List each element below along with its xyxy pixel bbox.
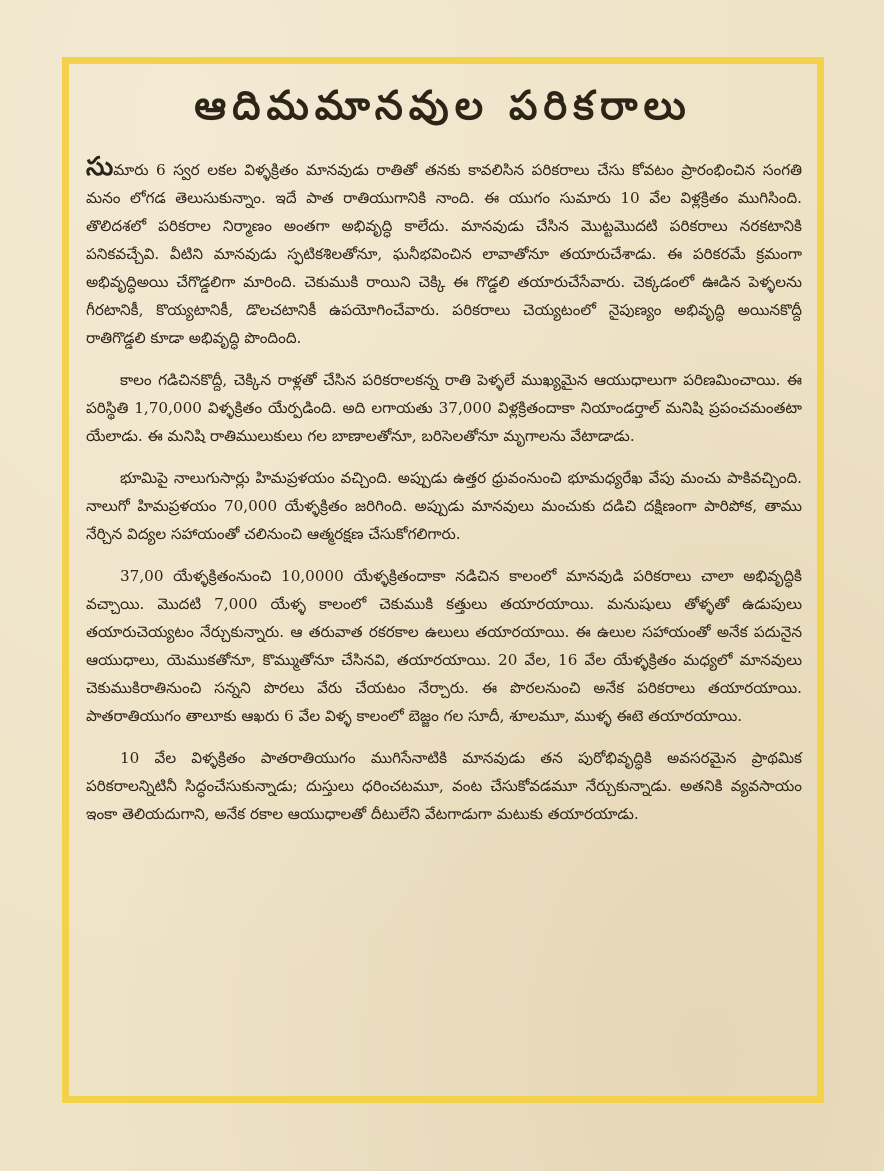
paragraph-text: మారు 6 స్వర లకల విళ్ళక్రితం మానవుడు రాతితో తనకు కావలిసిన పరికరాలు చేసు కోవటం ప్రారంభించిన సంగతి మనం లోగడ తెలుసుకున్నాం. ఇదే పాత రాతియుగానికి నాంది. ఈ యుగం సుమారు 10 వేల విళ్లక్రితం ముగిసింది. తొలిదశలో పరికరాల నిర్మాణం అంతగా అభివృద్ధి కాలేదు. మానవుడు చేసిన మొట్టమొదటి పరికరాలు నరకటానికి పనికవచ్చేవి. వీటిని మానవుడు స్ఫటికశిలతోనూ, ఘనీభవించిన లావాతోనూ తయారుచేశాడు. ఈ పరికరమే క్రమంగా అభివృద్ధిఅయి చేగొడ్డలిగా మారింది. చెకుముకి రాయిని చెక్కి ఈ గొడ్డలి తయారుచేసేవారు. చెక్కడంలో ఊడిన పెళ్ళలను గీరటానికీ, కొయ్యటానికీ, డొలచటానికీ ఉపయోగించేవారు. పరికరాలు చెయ్యటంలో నైపుణ్యం అభివృద్ధి అయినకొద్దీ రాతిగొడ్డలి కూడా అభివృద్ధి పొందింది. bbox=[86, 161, 802, 347]
drop-cap: సు bbox=[86, 152, 114, 182]
paragraph-1 bbox=[86, 152, 802, 352]
page-title: ఆదిమమానవుల పరికరాలు bbox=[194, 82, 692, 129]
paragraph-4: 37,00 యేళ్ళక్రితంనుంచి 10,0000 యేళ్ళక్రితందాకా నడిచిన కాలంలో మానవుడి పరికరాలు చాలా అభివృద్ధికి వచ్చాయి. మొదటి 7,000 యేళ్ళ కాలంలో చెకుముకి కత్తులు తయారయాయి. మనుషులు తోళ్ళతో ఉడుపులు తయారుచెయ్యటం నేర్చుకున్నారు. ఆ తరువాత రకరకాల ఉలులు తయారయాయి. ఈ ఉలుల సహాయంతో అనేక పదునైన ఆయుధాలు, యెముకతోనూ, కొమ్ముతోనూ చేసినవి, తయారయాయి. 20 వేల, 16 వేల యేళ్ళక్రితం మధ్యలో మానవులు చెకుముకిరాతినుంచి సన్నని పొరలు వేరు చేయటం నేర్చారు. ఈ పొరలనుంచి అనేక పరికరాలు తయారయాయి. పాతరాతియుగం తాలూకు ఆఖరు 6 వేల విళ్ళ కాలంలో బెజ్జం గల సూదీ, శూలమూ, ముళ్ళ ఈటె తయారయాయి. bbox=[86, 567, 802, 725]
article-body bbox=[86, 152, 802, 842]
paragraph-3: భూమిపై నాలుగుసార్లు హిమప్రళయం వచ్చింది. అప్పుడు ఉత్తర ధ్రువంనుంచి భూమధ్యరేఖ వేపు మంచు పాకివచ్చింది. నాలుగో హిమప్రళయం 70,000 యేళ్ళక్రితం జరిగింది. అప్పుడు మానవులు మంచుకు దడిచి దక్షిణంగా పారిపోక, తాము నేర్చిన విద్యల సహాయంతో చలినుంచి ఆత్మరక్షణ చేసుకోగలిగారు. bbox=[86, 469, 802, 543]
paragraph-2: కాలం గడిచినకొద్దీ, చెక్కిన రాళ్లతో చేసిన పరికరాలకన్న రాతి పెళ్ళలే ముఖ్యమైన ఆయుధాలుగా పరిణమించాయి. ఈ పరిస్థితి 1,70,000 విళ్ళక్రితం యేర్పడింది. అది లగాయతు 37,000 విళ్లక్రితందాకా నియాండర్తాల్ మనిషి ప్రపంచమంతటా యేలాడు. ఈ మనిషి రాతిములుకులు గల బాణాలతోనూ, బరిసెలతోనూ మృగాలను వేటాడాడు. bbox=[86, 371, 802, 445]
paragraph-5: 10 వేల విళ్ళక్రితం పాతరాతియుగం ముగిసేనాటికి మానవుడు తన పురోభివృద్ధికి అవసరమైన ప్రాథమిక పరికరాలన్నిటినీ సిద్ధంచేసుకున్నాడు; దుస్తులు ధరించటమూ, వంట చేసుకోవడమూ నేర్చుకున్నాడు. అతనికి వ్యవసాయం ఇంకా తెలియదుగాని, అనేక రకాల ఆయుధాలతో దీటులేని వేటగాడుగా మటుకు తయారయాడు. bbox=[86, 749, 802, 823]
